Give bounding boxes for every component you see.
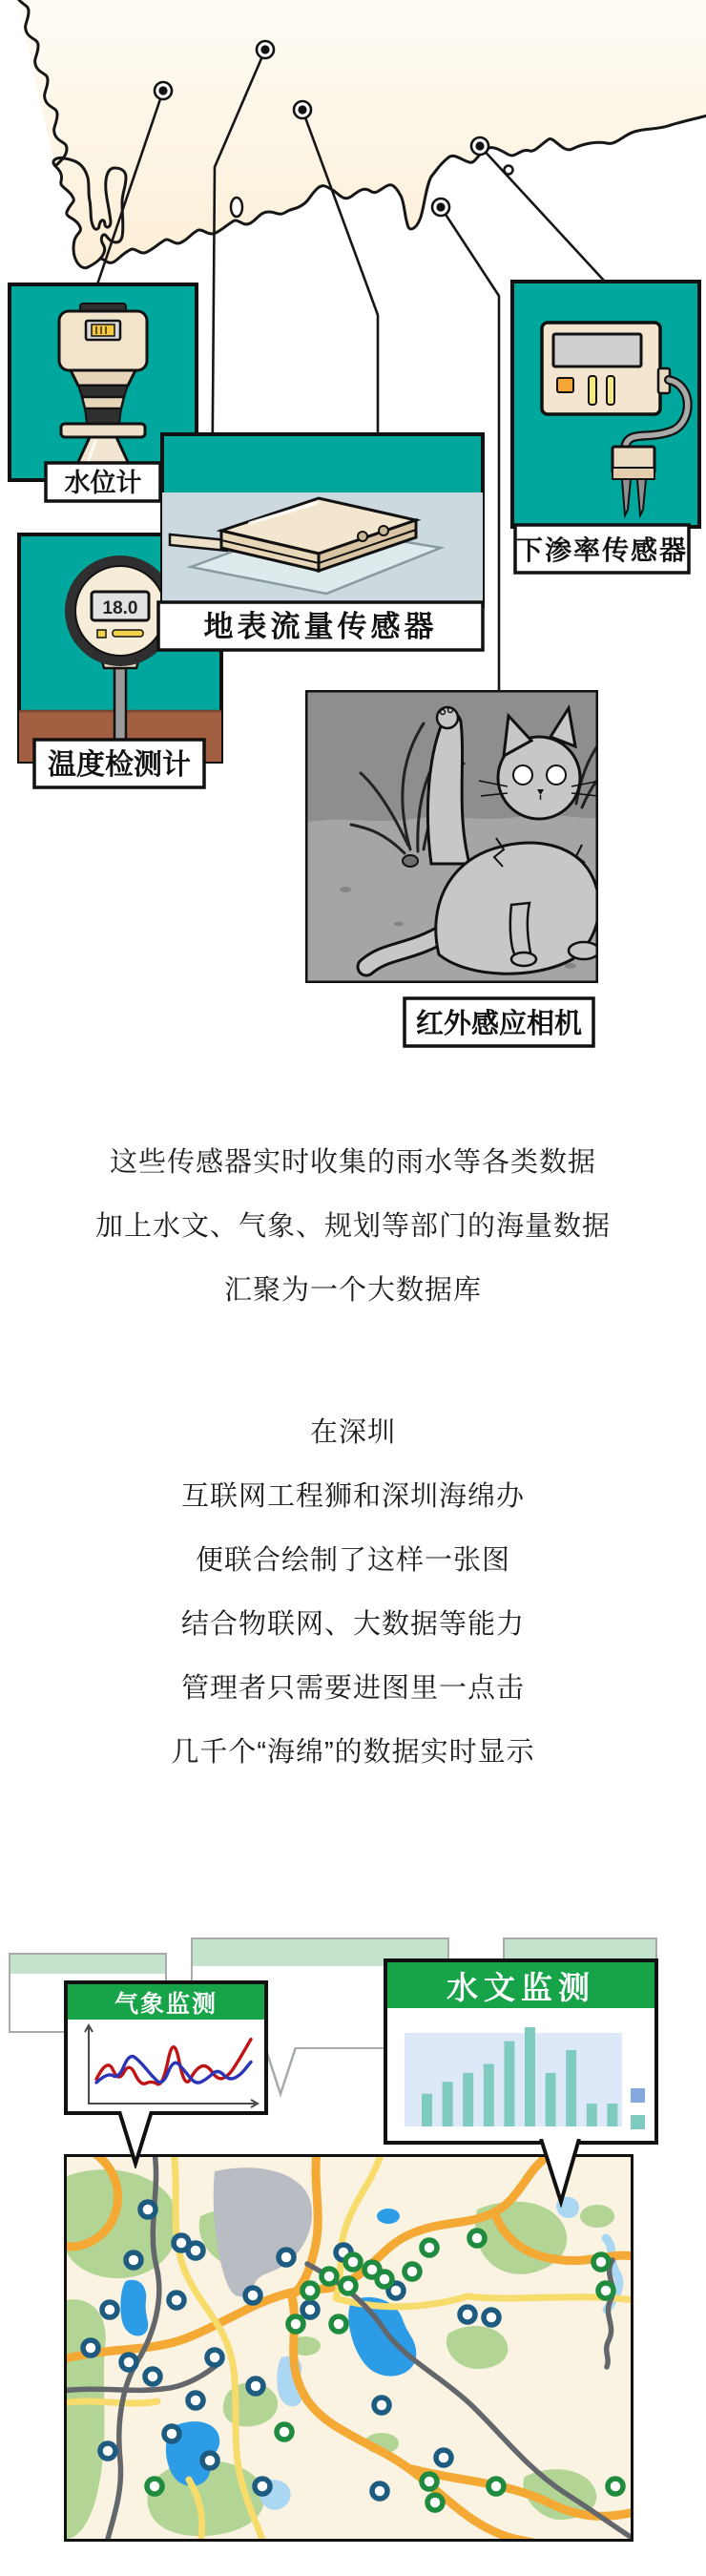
location-dot-icon bbox=[257, 41, 274, 58]
paragraph-line: 便联合绘制了这样一张图 bbox=[195, 1545, 510, 1576]
surface-flow-label bbox=[158, 602, 483, 650]
station-marker-icon bbox=[598, 2283, 613, 2298]
location-dot-icon bbox=[155, 82, 172, 99]
station-marker-icon bbox=[608, 2479, 623, 2494]
station-marker-icon bbox=[427, 2495, 443, 2510]
hydro-bar-chart bbox=[387, 2008, 654, 2141]
ghost-callout-tail bbox=[264, 2047, 299, 2099]
infrared-camera-label bbox=[405, 998, 593, 1046]
location-dot-icon bbox=[294, 101, 311, 118]
station-marker-icon bbox=[488, 2479, 504, 2494]
station-marker-icon bbox=[188, 2243, 203, 2258]
station-marker-icon bbox=[277, 2424, 292, 2440]
station-marker-icon bbox=[140, 2202, 156, 2217]
station-marker-icon bbox=[102, 2302, 117, 2317]
station-marker-icon bbox=[169, 2293, 184, 2308]
station-marker-icon bbox=[422, 2240, 437, 2255]
station-marker-icon bbox=[372, 2483, 387, 2499]
paragraph-block-1 bbox=[0, 1131, 706, 1323]
location-dot-icon bbox=[432, 199, 449, 216]
station-marker-icon bbox=[469, 2230, 485, 2246]
paragraph-line: 这些传感器实时收集的雨水等各类数据 bbox=[109, 1147, 596, 1178]
paragraph-line: 汇聚为一个大数据库 bbox=[223, 1275, 482, 1306]
station-marker-icon bbox=[279, 2250, 294, 2265]
hydro-panel bbox=[384, 1958, 658, 2145]
hydro-chart-legend bbox=[631, 2088, 645, 2129]
city-map-graphic bbox=[67, 2157, 631, 2539]
ghost-panel-header bbox=[505, 1939, 655, 1960]
paragraph-line: 在深圳 bbox=[309, 1417, 396, 1448]
station-marker-icon bbox=[202, 2453, 218, 2468]
station-marker-icon bbox=[593, 2254, 609, 2270]
paragraph-line: 加上水文、气象、规划等部门的海量数据 bbox=[94, 1211, 611, 1242]
surface-flow-sensor-icon bbox=[162, 492, 483, 606]
station-marker-icon bbox=[147, 2479, 162, 2494]
station-marker-icon bbox=[345, 2254, 361, 2270]
station-marker-icon bbox=[207, 2350, 222, 2365]
infiltration-label bbox=[515, 525, 689, 573]
water-level-label bbox=[46, 463, 160, 501]
station-marker-icon bbox=[302, 2302, 318, 2317]
shenzhen-outline-map bbox=[15, 0, 706, 268]
infrared-camera-card bbox=[305, 690, 624, 1046]
weather-panel bbox=[64, 1980, 268, 2115]
surface-flow-label-text: 地表流量传感器 bbox=[203, 610, 438, 643]
infrared-camera-label-text: 红外感应相机 bbox=[415, 1009, 583, 1039]
station-marker-icon bbox=[100, 2443, 115, 2459]
station-marker-icon bbox=[377, 2272, 392, 2287]
station-marker-icon bbox=[422, 2474, 437, 2489]
station-marker-icon bbox=[341, 2278, 356, 2293]
paragraph-line: 几千个“海绵”的数据实时显示 bbox=[171, 1737, 535, 1768]
station-marker-icon bbox=[126, 2252, 141, 2268]
temperature-label bbox=[34, 740, 204, 787]
paragraph-line: 互联网工程狮和深圳海绵办 bbox=[180, 1481, 525, 1512]
station-marker-icon bbox=[484, 2310, 499, 2325]
temperature-reading: 18.0 bbox=[102, 598, 138, 618]
hydro-panel-title: 水文监测 bbox=[387, 1962, 654, 2008]
station-marker-icon bbox=[302, 2283, 318, 2298]
location-dot-icon bbox=[471, 137, 488, 155]
ghost-panel-header bbox=[10, 1955, 165, 1974]
station-marker-icon bbox=[255, 2479, 270, 2494]
surface-flow-sensor-card bbox=[158, 434, 483, 650]
water-level-label-text: 水位计 bbox=[64, 469, 142, 497]
lagoon bbox=[231, 198, 242, 217]
paragraph-block-2 bbox=[0, 1401, 706, 1785]
station-marker-icon bbox=[188, 2393, 203, 2408]
station-marker-icon bbox=[331, 2316, 346, 2332]
city-map bbox=[64, 2154, 633, 2542]
weather-panel-title: 气象监测 bbox=[68, 1984, 264, 2020]
infiltration-label-text: 下渗率传感器 bbox=[515, 535, 689, 565]
infiltration-sensor-card bbox=[512, 282, 699, 573]
station-marker-icon bbox=[145, 2369, 160, 2384]
station-marker-icon bbox=[164, 2426, 179, 2441]
temperature-label-text: 温度检测计 bbox=[48, 749, 191, 781]
station-marker-icon bbox=[374, 2398, 389, 2413]
station-marker-icon bbox=[288, 2316, 303, 2332]
weather-callout-tail bbox=[116, 2111, 155, 2168]
weather-line-chart bbox=[68, 2020, 264, 2111]
infrared-cat-photo bbox=[305, 690, 624, 983]
station-marker-icon bbox=[83, 2340, 98, 2356]
hydro-callout-tail bbox=[538, 2139, 582, 2208]
station-marker-icon bbox=[405, 2264, 420, 2279]
station-marker-icon bbox=[248, 2378, 263, 2394]
station-marker-icon bbox=[121, 2355, 136, 2370]
station-marker-icon bbox=[460, 2307, 475, 2322]
paragraph-line: 管理者只需要进图里一点击 bbox=[180, 1673, 525, 1704]
paragraph-line: 结合物联网、大数据等能力 bbox=[180, 1609, 525, 1640]
sensor-illustration bbox=[0, 0, 706, 1088]
station-marker-icon bbox=[436, 2450, 451, 2465]
station-marker-icon bbox=[322, 2269, 337, 2284]
station-marker-icon bbox=[245, 2288, 260, 2303]
